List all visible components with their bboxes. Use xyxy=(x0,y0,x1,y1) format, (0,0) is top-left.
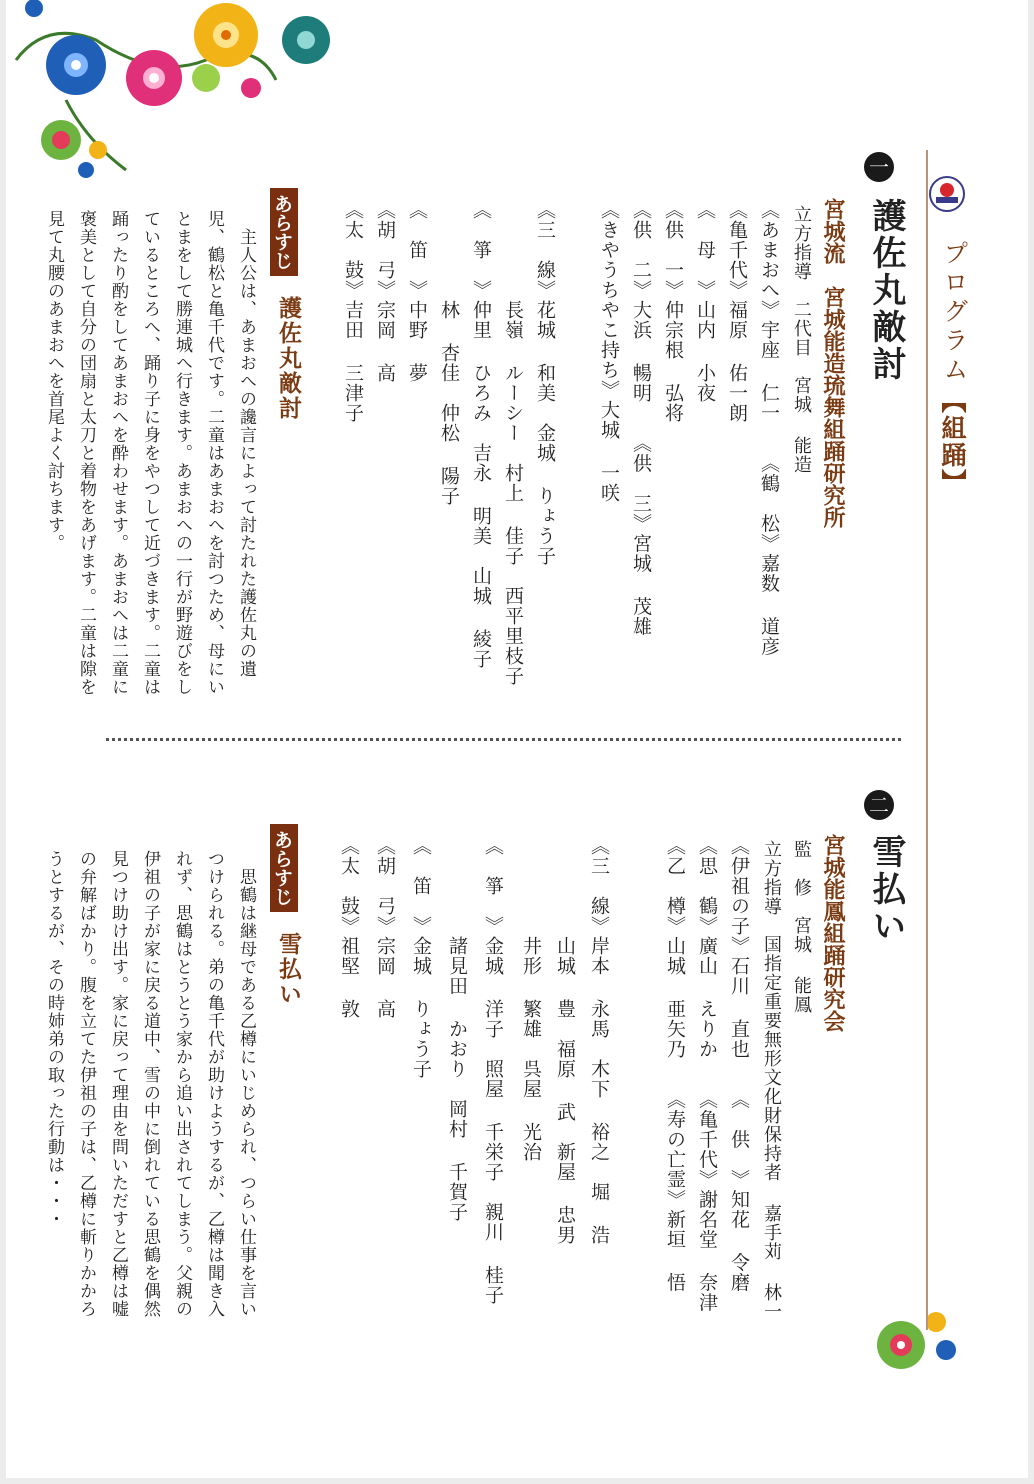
piece2-music-line: 《 箏 》金城 洋子 照屋 千栄子 親川 桂子 xyxy=(482,836,504,1305)
piece2-cast-line: 《伊祖の子》石川 直也 《 供 》知花 令磨 xyxy=(728,836,750,1293)
emblem-logo xyxy=(928,175,966,213)
piece1-cast-line: 《あまおへ》宇座 仁一 《鶴 松》嘉数 道彦 xyxy=(758,200,780,657)
piece1-arasuji-text: 主人公は、あまおへの讒言によって討たれた護佐丸の遺児、鶴松と亀千代です。二童はあまおへを討つため、母にいとまをして勝連城へ行きます。あまおへの一行が野遊びをしているところへ、踊り子に身をやつして近づきます。二童は踊ったり酌をしてあまおへを酔わせます。あまおへは二童に褒美として自分の団扇と太刀と着物をあげます。二童は隙を見て丸腰のあまおへを首尾よく討ちます。 xyxy=(44,210,256,696)
piece2-music-line: 山城 豊 福原 武 新屋 忠男 xyxy=(554,836,576,1245)
piece2-music-line: 《 笛 》金城 りょう子 xyxy=(410,836,432,1079)
piece2-troupe: 宮城能鳳組踊研究会 xyxy=(820,834,846,1032)
piece1-music-line: 長嶺 ルーシー 村上 佳子 西平里枝子 xyxy=(502,200,524,686)
piece1-music-line: 《胡 弓》宗岡 高 xyxy=(374,200,396,383)
piece2-music-line: 諸見田 かおり 岡村 千賀子 xyxy=(446,836,468,1222)
sidebar-rule xyxy=(926,150,928,1330)
piece1-cast-line: 《亀千代》福原 佑一朗 xyxy=(726,200,748,423)
piece1-music-line: 《 笛 》中野 夢 xyxy=(406,200,428,383)
piece1-arasuji-title: 護佐丸敵討 xyxy=(275,296,302,421)
piece1-cast-line: 《供 一》仲宗根 弘将 xyxy=(662,200,684,423)
piece2-music-line: 井形 繁雄 呉屋 光治 xyxy=(520,836,542,1162)
piece2-music-line: 《胡 弓》宗岡 高 xyxy=(374,836,396,1019)
section-divider xyxy=(106,738,901,741)
piece2-number: 二 xyxy=(864,790,894,820)
piece1-cast-line: 《きやうちやこ持ち》大城 一咲 xyxy=(598,200,620,503)
piece1-cast-line: 《 母 》山内 小夜 xyxy=(694,200,716,403)
piece2-cast-line: 《思 鶴》廣山 えりか 《亀千代》謝名堂 奈津 xyxy=(696,836,718,1313)
piece2-music-line: 《太 鼓》祖堅 敦 xyxy=(338,836,360,1019)
piece1-title: 護佐丸敵討 xyxy=(866,198,906,383)
piece1-music-line: 《 箏 》仲里 ひろみ 吉永 明美 山城 綾子 xyxy=(470,200,492,669)
piece1-director: 立方指導 二代目 宮城 能造 xyxy=(791,205,812,474)
piece1-number: 一 xyxy=(864,152,894,182)
piece1-cast-line: 《供 二》大浜 暢明 《供 三》宮城 茂雄 xyxy=(630,200,652,637)
piece2-arasuji-text: 思鶴は継母である乙樽にいじめられ、つらい仕事を言いつけられる。弟の亀千代が助けようするが、乙樽は聞き入れず、思鶴はとうとう家から追い出されてしまう。父親の伊祖の子が家に戻る道中、雪の中に倒れている思鶴を偶然見つけ助け出す。家に戻って理由を問いただすと乙樽は嘘の弁解ばかり。腹を立てた伊祖の子は、乙樽に斬りかかろうとするが、その時姉弟の取った行動は・・・ xyxy=(44,850,256,1318)
piece2-title: 雪払い xyxy=(866,834,906,945)
piece2-supervisor: 監 修 宮城 能鳳 xyxy=(791,840,812,1014)
piece1-music-line: 林 杏佳 仲松 陽子 xyxy=(438,200,460,506)
flower-decoration-top xyxy=(6,0,336,190)
piece2-music-line: 《三 線》岸本 永馬 木下 裕之 堀 浩 xyxy=(588,836,610,1245)
piece1-arasuji-badge: あらすじ xyxy=(270,188,298,276)
program-page xyxy=(6,0,1028,1478)
flower-decoration-bottom xyxy=(866,1300,966,1390)
piece2-arasuji-badge: あらすじ xyxy=(270,824,298,912)
piece2-cast-line: 《乙 樽》山城 亜矢乃 《寿の亡霊》新垣 悟 xyxy=(664,836,686,1293)
section-label: プログラム xyxy=(940,240,969,385)
piece2-arasuji-title: 雪払い xyxy=(275,932,302,1007)
piece1-music-line: 《太 鼓》吉田 三津子 xyxy=(342,200,364,423)
category-label: 【組踊】 xyxy=(938,388,967,496)
piece1-troupe: 宮城流 宮城能造琉舞組踊研究所 xyxy=(820,198,846,528)
piece1-music-line: 《三 線》花城 和美 金城 りょう子 xyxy=(534,200,556,566)
piece2-director: 立方指導 国指定重要無形文化財保持者 嘉手苅 林一 xyxy=(761,840,782,1321)
